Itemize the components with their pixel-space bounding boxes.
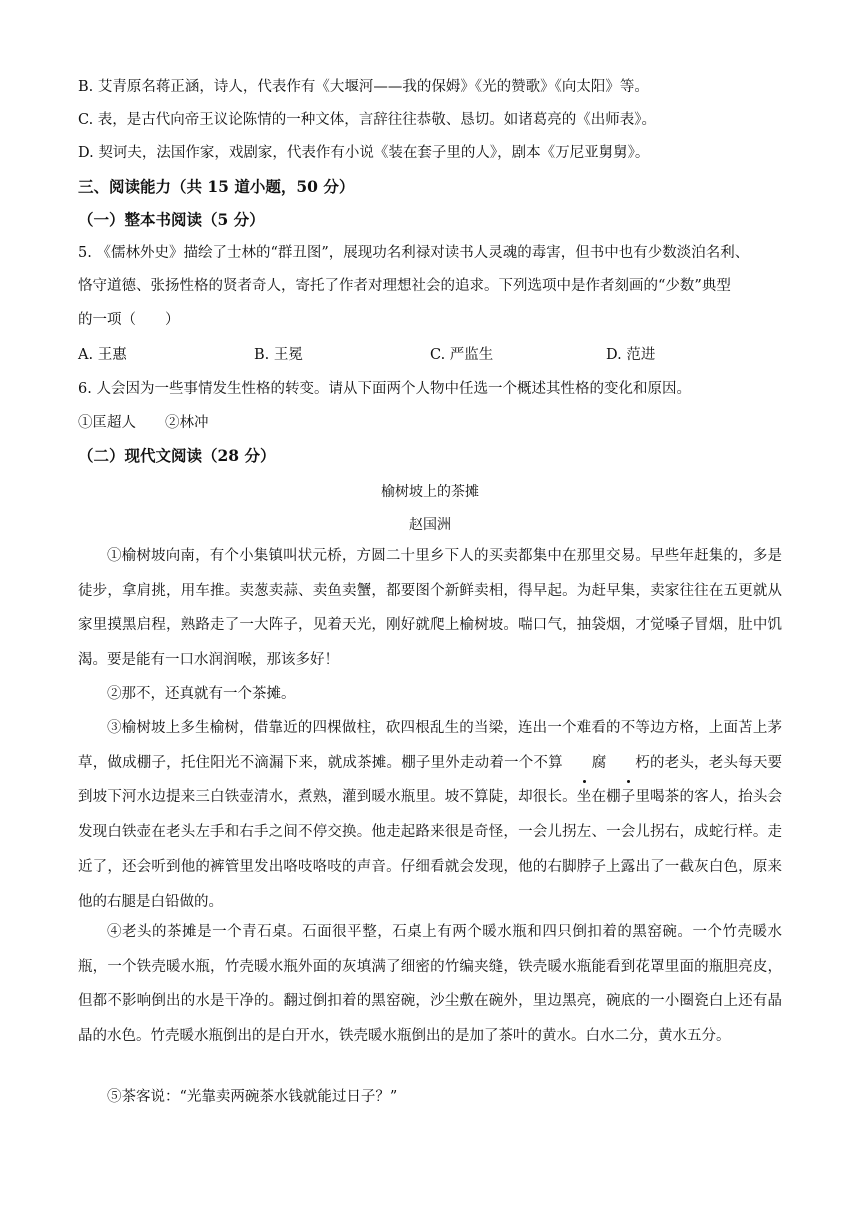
article-paragraph-5: ⑤茶客说：“光靠卖两碗茶水钱就能过日子？” [107, 1089, 398, 1105]
article-title: 榆树坡上的茶摊 [381, 484, 479, 500]
article-paragraph-1: ①榆树坡向南，有个小集镇叫状元桥，方圆二十里乡下人的买卖都集中在那里交易。早些年赶集的，多是徒步，拿肩挑，用车推。卖葱卖蒜、卖鱼卖蟹，都要图个新鲜卖相，得早起。为赶早集，卖家往往在五更就从家里摸黑启程，熟路走了一大阵子，见着天光，刚好就爬上榆树坡。喘口气，抽袋烟，才觉嗓子冒烟，肚中饥渴。要是能有一口水润润喉，那该多好！ [78, 548, 782, 669]
emphasis-dot-char-1: 腐 [563, 746, 607, 781]
question-6-choices: ①匡超人 ②林冲 [78, 415, 209, 431]
option-a: A. 王惠 [78, 347, 127, 363]
option-c-line: C. 表，是古代向帝王议论陈情的一种文体，言辞往往恭敬、恳切。如诸葛亮的《出师表》。 [78, 112, 657, 128]
option-c: C. 严监生 [430, 347, 494, 363]
article-paragraph-2: ②那不，还真就有一个茶摊。 [107, 686, 296, 702]
question-5-line-2: 恪守道德、张扬性格的贤者奇人，寄托了作者对理想社会的追求。下列选项中是作者刻画的“少数”典型 [78, 278, 731, 294]
option-d: D. 范进 [606, 347, 656, 363]
section-heading-reading: 三、阅读能力（共 15 道小题，50 分） [78, 177, 355, 196]
question-6: 6. 人会因为一些事情发生性格的转变。请从下面两个人物中任选一个概述其性格的变化和原因。 [78, 381, 691, 397]
option-b: B. 王冕 [254, 347, 303, 363]
paragraph-3-text-b: 的老头，老头每天要到坡下河水边提来三白铁壶清水，煮熟，灌到暖水瓶里。坡不算陡，却很长。坐在棚子里喝茶的客人，抬头会发现白铁壶在老头左手和右手之间不停交换。他走起路来很是奇怪，一会儿拐左、一会儿拐右，成蛇行样。走近了，还会听到他的裤管里发出咯吱咯吱的声音。仔细看就会发现，他的右脚脖子上露出了一截灰白色，原来他的右腿是白铅做的。 [78, 754, 783, 910]
article-author: 赵国洲 [409, 517, 451, 533]
paragraph-3-text-a: ③榆树坡上多生榆树，借靠近的四棵做柱，砍四根乱生的当梁，连出一个难看的不等边方格，上面苫上茅草，做成棚子，托住阳光不滴漏下来，就成茶摊。棚子里外走动着一个不算 [78, 720, 782, 771]
option-d-line: D. 契诃夫，法国作家，戏剧家，代表作有小说《装在套子里的人》，剧本《万尼亚舅舅》。 [78, 145, 650, 161]
part-heading-modern-reading: （二）现代文阅读（28 分） [78, 446, 276, 465]
option-b-line: B. 艾青原名蒋正涵，诗人，代表作有《大堰河——我的保姆》《光的赞歌》《向太阳》等。 [78, 79, 649, 95]
part-heading-whole-book: （一）整本书阅读（5 分） [78, 210, 265, 229]
question-5-line-1: 5. 《儒林外史》描绘了士林的“群丑图”，展现功名利禄对读书人灵魂的毒害，但书中也有少数淡泊名利、 [78, 245, 750, 261]
question-5-line-3: 的一项（ ） [78, 312, 180, 328]
emphasis-dot-char-2: 朽 [606, 746, 650, 781]
article-paragraph-4: ④老头的茶摊是一个青石桌。石面很平整，石桌上有两个暖水瓶和四只倒扣着的黑窑碗。一个竹壳暖水瓶，一个铁壳暖水瓶，竹壳暖水瓶外面的灰填满了细密的竹编夹缝，铁壳暖水瓶能看到花罩里面的瓶胆亮皮，但都不影响倒出的水是干净的。翻过倒扣着的黑窑碗，沙尘敷在碗外，里边黑亮，碗底的一小圈瓷白上还有晶晶的水色。竹壳暖水瓶倒出的是白开水，铁壳暖水瓶倒出的是加了茶叶的黄水。白水二分，黄水五分。 [78, 924, 782, 1045]
article-paragraph-3 [78, 711, 782, 919]
